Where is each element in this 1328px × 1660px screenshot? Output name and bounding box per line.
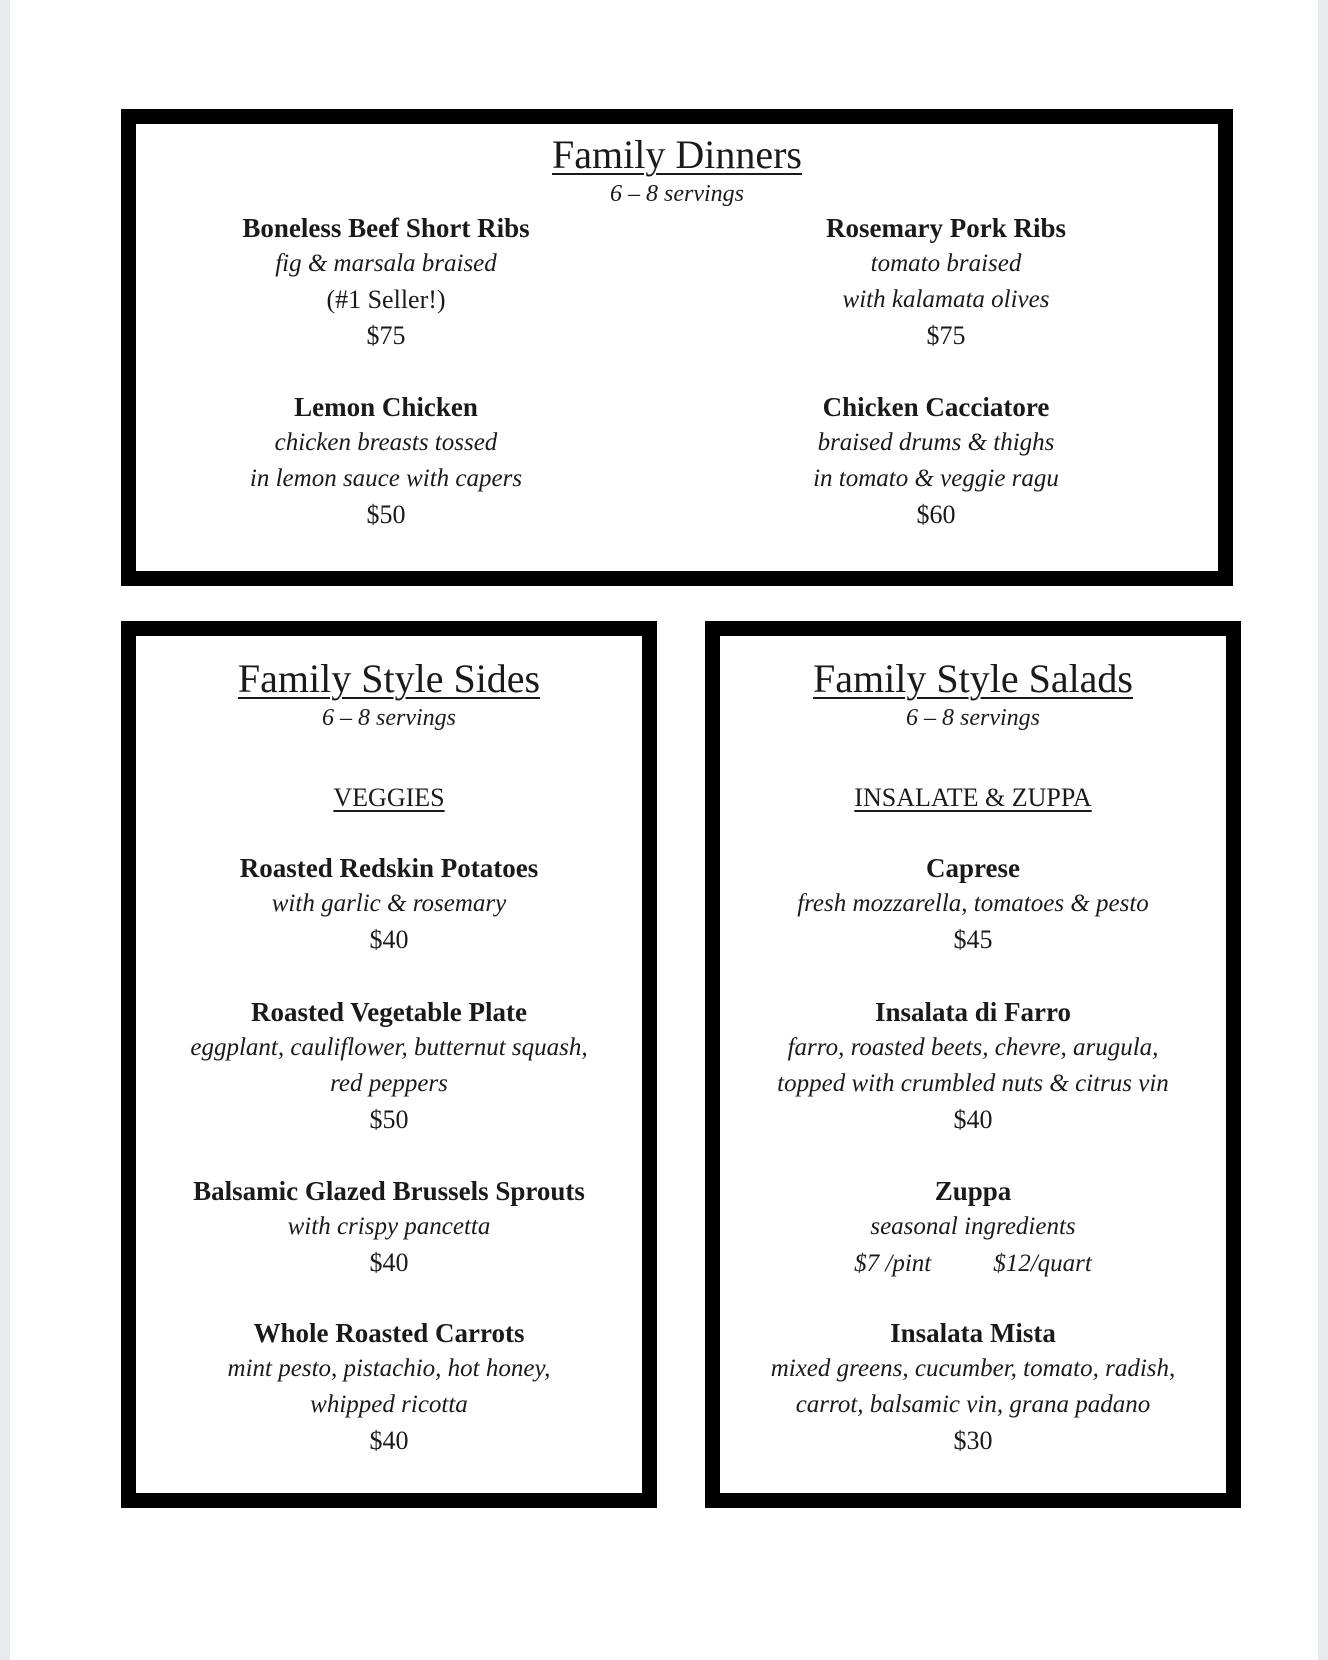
section-servings: 6 – 8 servings <box>906 705 1040 731</box>
menu-item <box>756 210 1136 353</box>
item-name: Balsamic Glazed Brussels Sprouts <box>193 1176 585 1206</box>
menu-item <box>720 1315 1226 1458</box>
item-price: $50 <box>366 500 406 529</box>
item-description: tomato braised <box>870 250 1022 277</box>
item-description: mint pesto, pistachio, hot honey, <box>227 1355 551 1382</box>
family-salads-section <box>705 621 1241 1508</box>
item-description: chicken breasts tossed <box>274 429 498 456</box>
category-heading: INSALATE & ZUPPA <box>854 783 1092 812</box>
section-servings: 6 – 8 servings <box>610 181 744 207</box>
item-description: seasonal ingredients <box>870 1213 1076 1240</box>
menu-item <box>136 1173 642 1280</box>
item-description: fig & marsala braised <box>275 250 497 277</box>
menu-page <box>10 0 1318 1660</box>
section-title: Family Style Sides <box>237 656 541 701</box>
item-name: Whole Roasted Carrots <box>253 1318 525 1348</box>
item-name: Rosemary Pork Ribs <box>826 213 1066 243</box>
item-description: eggplant, cauliflower, butternut squash, <box>190 1034 588 1061</box>
item-price: $45 <box>953 925 993 954</box>
item-price: $40 <box>953 1105 993 1134</box>
section-title: Family Dinners <box>552 132 802 177</box>
item-name: Chicken Cacciatore <box>822 392 1050 422</box>
item-name: Zuppa <box>934 1176 1012 1206</box>
item-name: Insalata di Farro <box>874 997 1071 1027</box>
menu-item <box>720 850 1226 957</box>
item-name: Insalata Mista <box>890 1318 1056 1348</box>
item-name: Caprese <box>926 853 1020 883</box>
item-description: farro, roasted beets, chevre, arugula, <box>787 1034 1159 1061</box>
section-title: Family Style Salads <box>813 656 1133 701</box>
item-description: whipped ricotta <box>310 1391 468 1418</box>
item-description: in lemon sauce with capers <box>249 465 523 492</box>
item-price: $75 <box>926 321 966 350</box>
menu-item <box>196 210 576 353</box>
item-name: Boneless Beef Short Ribs <box>242 213 530 243</box>
item-note: (#1 Seller!) <box>326 285 446 314</box>
item-description: braised drums & thighs <box>817 429 1055 456</box>
item-description: with garlic & rosemary <box>271 890 507 917</box>
menu-item <box>196 389 576 532</box>
item-price: $50 <box>369 1105 409 1134</box>
item-price: $40 <box>369 925 409 954</box>
item-description: fresh mozzarella, tomatoes & pesto <box>797 890 1149 917</box>
item-description: carrot, balsamic vin, grana padano <box>795 1391 1151 1418</box>
item-price: $40 <box>369 1248 409 1277</box>
menu-item <box>136 1315 642 1458</box>
item-price: $60 <box>916 500 956 529</box>
item-description: with crispy pancetta <box>287 1213 491 1240</box>
item-name: Roasted Redskin Potatoes <box>239 853 539 883</box>
item-description: red peppers <box>330 1070 448 1097</box>
menu-item <box>136 850 642 957</box>
item-description: topped with crumbled nuts & citrus vin <box>777 1070 1169 1097</box>
menu-item <box>720 994 1226 1137</box>
item-description: with kalamata olives <box>842 286 1050 313</box>
item-price: $30 <box>953 1426 993 1455</box>
menu-item <box>720 1173 1226 1282</box>
category-heading: VEGGIES <box>333 783 445 812</box>
section-servings: 6 – 8 servings <box>322 705 456 731</box>
item-price-quart: $12/quart <box>993 1250 1092 1277</box>
item-price-row <box>720 1245 1226 1282</box>
menu-item <box>746 389 1126 532</box>
item-description: in tomato & veggie ragu <box>813 465 1059 492</box>
item-description: mixed greens, cucumber, tomato, radish, <box>770 1355 1176 1382</box>
item-price: $40 <box>369 1426 409 1455</box>
family-sides-section <box>121 621 657 1508</box>
item-price: $75 <box>366 321 406 350</box>
item-name: Roasted Vegetable Plate <box>251 997 527 1027</box>
menu-item <box>136 994 642 1137</box>
item-name: Lemon Chicken <box>294 392 478 422</box>
family-dinners-section <box>121 109 1233 586</box>
item-price-pint: $7 /pint <box>854 1250 932 1277</box>
